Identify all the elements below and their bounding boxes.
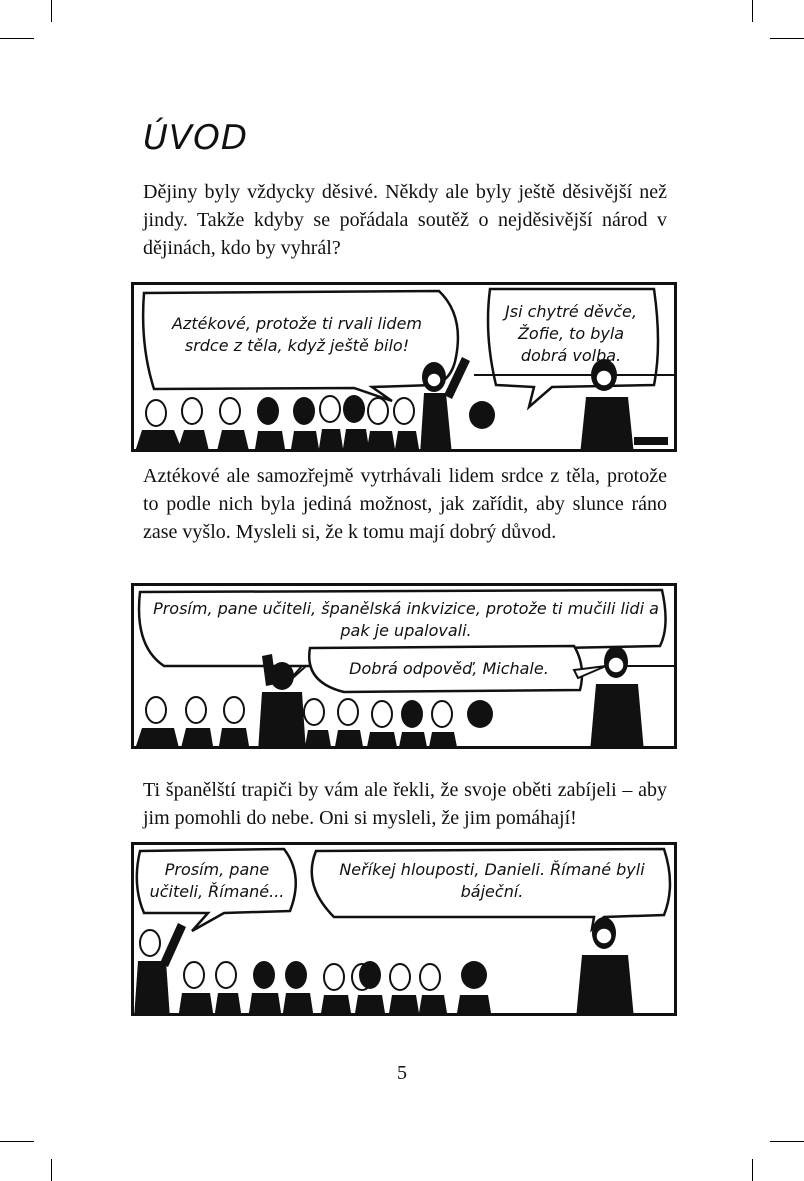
- speech-bubble-text: Neříkej hlouposti, Danieli. Římané byli báječní.: [339, 860, 645, 901]
- speech-bubble-text: Jsi chytré děvče, Žofie, to byla dobrá volba.: [505, 302, 637, 365]
- page-heading: ÚVOD: [143, 118, 249, 158]
- crop-mark: [752, 0, 753, 22]
- page-number: 5: [397, 1062, 407, 1084]
- comic-panel-1: [131, 282, 677, 452]
- comic-panel-2: [131, 583, 677, 749]
- body-paragraph: Aztékové ale samozřejmě vytrhávali lidem srdce z těla, protože to podle nich byla jediná možnost, jak zařídit, aby slunce ráno zase vyšlo. Mysleli si, že k tomu mají dobrý důvod.: [143, 465, 667, 543]
- crop-mark: [51, 0, 52, 22]
- comic-panel-3: [131, 842, 677, 1016]
- speech-bubble-text: Aztékové, protože ti rvali lidem srdce z těla, když ještě bilo!: [171, 314, 423, 355]
- speech-bubble-text: Prosím, pane učiteli, španělská inkvizice, protože ti mučili lidi a pak je upalovali.: [153, 599, 659, 640]
- crop-mark: [0, 38, 34, 39]
- crop-mark: [770, 1141, 804, 1142]
- crop-mark: [0, 1141, 34, 1142]
- crop-mark: [770, 38, 804, 39]
- body-paragraph: Ti španělští trapiči by vám ale řekli, že svoje oběti zabíjeli – aby jim pomohli do nebe. Oni si mysleli, že jim pomáhají!: [143, 779, 667, 829]
- intro-paragraph: Dějiny byly vždycky děsivé. Někdy ale byly ještě děsivější než jindy. Takže kdyby se pořádala soutěž o nejděsivější národ v dějinách, kdo by vyhrál?: [143, 181, 667, 259]
- crop-mark: [51, 1159, 52, 1181]
- crop-mark: [752, 1159, 753, 1181]
- speech-bubble-text: Prosím, pane učiteli, Římané...: [149, 860, 285, 901]
- speech-bubble-text: Dobrá odpověď, Michale.: [349, 659, 549, 678]
